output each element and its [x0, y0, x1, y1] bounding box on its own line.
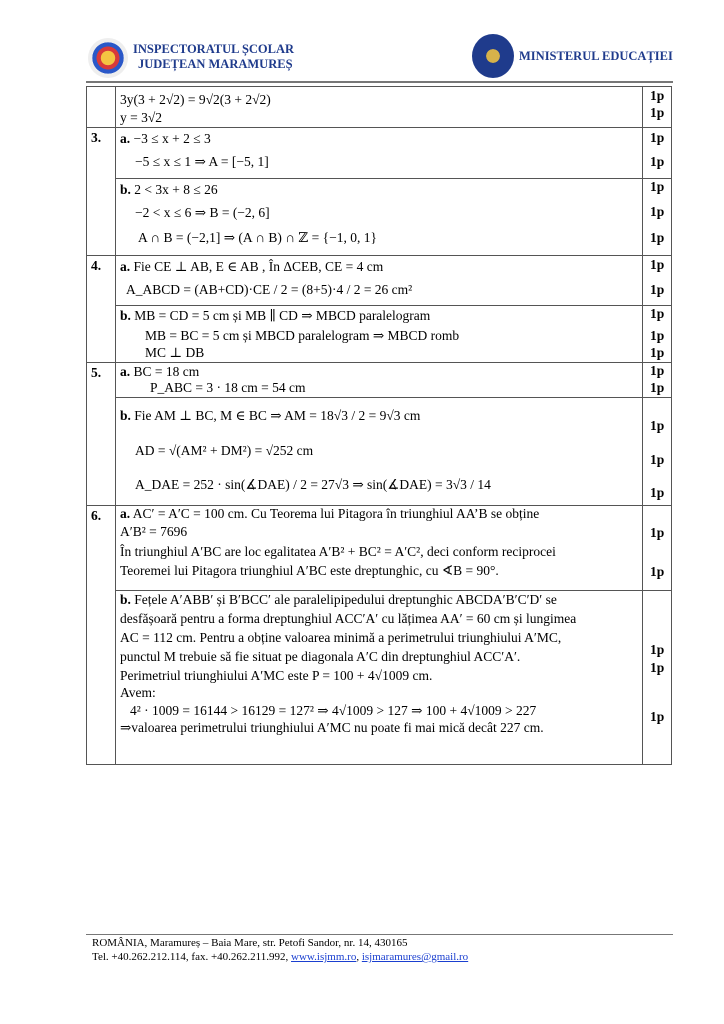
points-value: 1p	[650, 380, 665, 395]
table-divider	[642, 86, 643, 765]
question-number: 5.	[91, 365, 102, 380]
points-value: 1p	[650, 564, 665, 579]
solution-line: a. Fie CE ⊥ AB, E ∈ AB , În ΔCEB, CE = 4 cm	[120, 259, 384, 274]
points-value: 1p	[650, 154, 665, 169]
ministry-title: MINISTERUL EDUCAȚIEI	[519, 49, 673, 63]
solution-line: y = 3√2	[120, 110, 163, 125]
points-value: 1p	[650, 328, 665, 343]
points-value: 1p	[650, 306, 665, 321]
points-value: 1p	[650, 130, 665, 145]
solution-line: b. Fețele A′ABB′ și B′BCC′ ale paralelipipedului dreptunghic ABCDA′B′C′D′ se	[120, 592, 557, 607]
solution-line: b. Fie AM ⊥ BC, M ∈ BC ⇒ AM = 18√3 / 2 = 9√3 cm	[120, 408, 421, 423]
solution-line: −2 < x ≤ 6 ⇒ B = (−2, 6]	[135, 205, 270, 220]
row-divider	[86, 362, 672, 363]
solution-line: A′B² = 7696	[120, 524, 188, 539]
website-link[interactable]: www.isjmm.ro	[291, 951, 357, 963]
footer-address: ROMÂNIA, Maramureș – Baia Mare, str. Petofi Sandor, nr. 14, 430165	[92, 937, 408, 949]
isj-title-line2: JUDEȚEAN MARAMUREȘ	[138, 57, 293, 71]
solution-line: MC ⊥ DB	[145, 345, 205, 360]
question-number: 4.	[91, 258, 102, 273]
solution-line: A_DAE = 252 · sin(∡DAE) / 2 = 27√3 ⇒ sin(∡DAE) = 3√3 / 14	[135, 477, 491, 492]
points-value: 1p	[650, 345, 665, 360]
isj-logo	[88, 38, 128, 78]
table-divider	[115, 86, 116, 765]
solution-line: desfășoară pentru a forma dreptunghiul ACC′A′ cu lățimea AA′ = 60 cm și lungimea	[120, 611, 577, 626]
row-divider	[115, 590, 672, 591]
isj-title-line1: INSPECTORATUL ȘCOLAR	[133, 42, 295, 56]
points-value: 1p	[650, 88, 665, 103]
points-value: 1p	[650, 179, 665, 194]
solution-line: a. BC = 18 cm	[120, 364, 200, 379]
row-divider	[115, 178, 672, 179]
points-value: 1p	[650, 105, 665, 120]
header-rule	[86, 81, 673, 83]
solution-line: punctul M trebuie să fie situat pe diagonala A′C din dreptunghiul ACC′A′.	[120, 649, 521, 664]
points-value: 1p	[650, 204, 665, 219]
solution-line: A ∩ B = (−2,1] ⇒ (A ∩ B) ∩ ℤ = {−1, 0, 1}	[138, 230, 377, 245]
points-value: 1p	[650, 485, 665, 500]
points-value: 1p	[650, 257, 665, 272]
solution-line: AC = 112 cm. Pentru a obține valoarea minimă a perimetrului triunghiului A′MC,	[120, 630, 562, 645]
solution-line: În triunghiul A′BC are loc egalitatea A′B² + BC² = A′C², deci conform reciprocei	[120, 544, 556, 559]
ministry-logo	[472, 34, 514, 78]
footer-contact	[92, 950, 468, 964]
row-divider	[115, 397, 672, 398]
points-value: 1p	[650, 282, 665, 297]
solution-line: MB = BC = 5 cm și MBCD paralelogram ⇒ MBCD romb	[145, 328, 460, 343]
solution-line: a. −3 ≤ x + 2 ≤ 3	[120, 131, 211, 146]
points-value: 1p	[650, 660, 665, 675]
footer-separator: ,	[356, 951, 362, 963]
question-number: 3.	[91, 130, 102, 145]
solution-line: 3y(3 + 2√2) = 9√2(3 + 2√2)	[120, 92, 271, 107]
solution-line: −5 ≤ x ≤ 1 ⇒ A = [−5, 1]	[135, 154, 269, 169]
points-value: 1p	[650, 709, 665, 724]
footer-rule	[86, 934, 673, 935]
solution-line: Teoremei lui Pitagora triunghiul A′BC este dreptunghic, cu ∢B = 90°.	[120, 563, 499, 578]
points-value: 1p	[650, 418, 665, 433]
points-value: 1p	[650, 230, 665, 245]
points-value: 1p	[650, 452, 665, 467]
email-link[interactable]: isjmaramures@gmail.ro	[361, 951, 469, 963]
row-divider	[115, 305, 672, 306]
solution-line: ⇒valoarea perimetrului triunghiului A′MC nu poate fi mai mică decât 227 cm.	[120, 720, 544, 735]
solution-line: a. AC′ = A′C = 100 cm. Cu Teorema lui Pitagora în triunghiul AA’B se obține	[120, 506, 540, 521]
row-divider	[86, 255, 672, 256]
solution-line: Perimetriul triunghiului A′MC este P = 100 + 4√1009 cm.	[120, 668, 433, 683]
row-divider	[86, 127, 672, 128]
solution-line: Avem:	[120, 685, 156, 700]
points-value: 1p	[650, 525, 665, 540]
question-number: 6.	[91, 508, 102, 523]
solution-line: b. 2 < 3x + 8 ≤ 26	[120, 182, 218, 197]
points-value: 1p	[650, 363, 665, 378]
solution-line: 4² · 1009 = 16144 > 16129 = 127² ⇒ 4√1009 > 127 ⇒ 100 + 4√1009 > 227	[130, 703, 537, 718]
solution-line: AD = √(AM² + DM²) = √252 cm	[135, 443, 314, 458]
points-value: 1p	[650, 642, 665, 657]
solution-line: P_ABC = 3 · 18 cm = 54 cm	[150, 380, 306, 395]
solution-line: b. MB = CD = 5 cm și MB ∥ CD ⇒ MBCD paralelogram	[120, 308, 431, 323]
footer-phone: Tel. +40.262.212.114, fax. +40.262.211.992,	[92, 951, 292, 963]
solution-line: A_ABCD = (AB+CD)·CE / 2 = (8+5)·4 / 2 = 26 cm²	[126, 282, 413, 297]
